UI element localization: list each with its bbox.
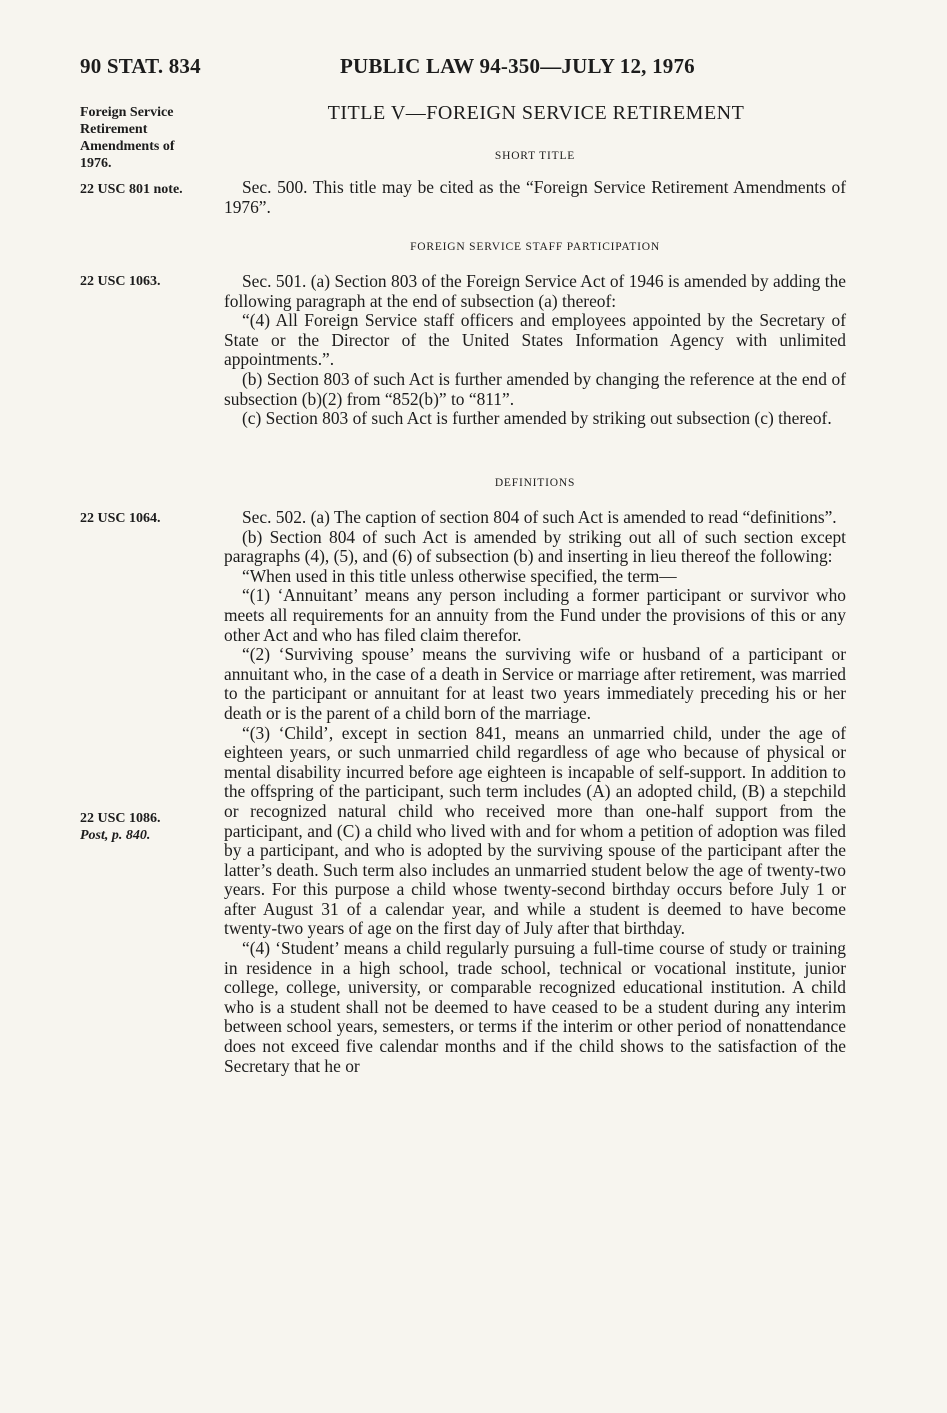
paragraph-501c: (c) Section 803 of such Act is further amended by striking out subsection (c) thereof.	[242, 408, 832, 429]
margin-note-1064: 22 USC 1064.	[80, 511, 161, 526]
stat-page-number: 90 STAT. 834	[80, 54, 201, 78]
paragraph-500: Sec. 500. This title may be cited as the “Foreign Service Retirement Amendments of 1976”.	[224, 177, 846, 217]
definition-surviving-spouse: “(2) ‘Surviving spouse’ means the surviving wife or husband of a participant or annuitant who, in the case of a death in Service or marriage after retirement, was married to the participant or annuitant for at least two years immediately preceding his or her death or is the parent of a child born of the marriage.	[224, 644, 846, 723]
title-heading: TITLE V—FOREIGN SERVICE RETIREMENT	[327, 102, 745, 124]
definition-annuitant: “(1) ‘Annuitant’ means any person including a former participant or survivor who meets all requirements for an annuity from the Fund under the provisions of this or any other Act and who has filed claim therefor.	[224, 585, 846, 645]
paragraph-501a: Sec. 501. (a) Section 803 of the Foreign Service Act of 1946 is amended by adding the following paragraph at the end of subsection (a) thereof:	[224, 271, 846, 311]
paragraph-502a: Sec. 502. (a) The caption of section 804 of such Act is amended to read “definitions”.	[242, 507, 837, 527]
section-501	[224, 272, 846, 429]
public-law-header: PUBLIC LAW 94-350—JULY 12, 1976	[340, 54, 695, 78]
paragraph-when-used: “When used in this title unless otherwise specified, the term—	[242, 565, 677, 586]
definition-student: “(4) ‘Student’ means a child regularly pursuing a full-time course of study or training in residence in a high school, trade school, technical or vocational institute, junior college, college, university, or comparable recognized educational institution. A child who is a student shall not be deemed to have ceased to be a student during any interim between school years, semesters, or terms if the interim or other period of nonattendance does not exceed five calendar months and if the child shows to the satisfaction of the Secretary that he or	[224, 938, 846, 1076]
definition-child: “(3) ‘Child’, except in section 841, means an unmarried child, under the age of eighteen years, or such unmarried child regardless of age who because of physical or mental disability incurred before age eighteen is incapable of self-support. In addition to the offspring of the participant, such term includes (A) an adopted child, (B) a stepchild or recognized natural child who received more than one-half support from the participant, and (C) a child who lived with and for whom a petition of adoption was filed by a participant, and who is adopted by the surviving spouse of the participant after the latter’s death. Such term also includes an unmarried student below the age of twenty-two years. For this purpose a child whose twenty-second birthday occurs before July 1 or after August 31 of a calendar year, and while a student is deemed to have become twenty-two years of age on the first day of July after that birthday.	[224, 722, 846, 939]
caption-staff-participation: FOREIGN SERVICE STAFF PARTICIPATION	[410, 241, 660, 253]
caption-short-title: SHORT TITLE	[494, 150, 576, 162]
margin-note-post-text: Post, p. 840.	[80, 828, 151, 843]
margin-note-post	[80, 827, 220, 844]
margin-note-line: Foreign Service	[80, 105, 174, 120]
margin-note-801: 22 USC 801 note.	[80, 182, 183, 197]
margin-note-1086: 22 USC 1086.	[80, 811, 161, 826]
margin-note-1063: 22 USC 1063.	[80, 274, 161, 289]
margin-note-line: Amendments of	[80, 139, 175, 154]
paragraph-501b: (b) Section 803 of such Act is further amended by changing the reference at the end of subsection (b)(2) from “852(b)” to “811”.	[224, 368, 846, 409]
margin-note-title	[80, 104, 220, 172]
margin-note-line: Retirement	[80, 122, 148, 137]
paragraph-501a4: “(4) All Foreign Service staff officers and employees appointed by the Secretary of State or the Director of the United States Information Agency with unlimited appointments.”.	[224, 310, 846, 370]
paragraph-502b: (b) Section 804 of such Act is amended by striking out all of such section except paragraphs (4), (5), and (6) of subsection (b) and inserting in lieu thereof the following:	[224, 526, 846, 567]
caption-definitions: DEFINITIONS	[494, 477, 576, 489]
section-500	[224, 178, 846, 217]
section-502	[224, 508, 846, 1076]
margin-note-line: 1976.	[80, 156, 112, 171]
